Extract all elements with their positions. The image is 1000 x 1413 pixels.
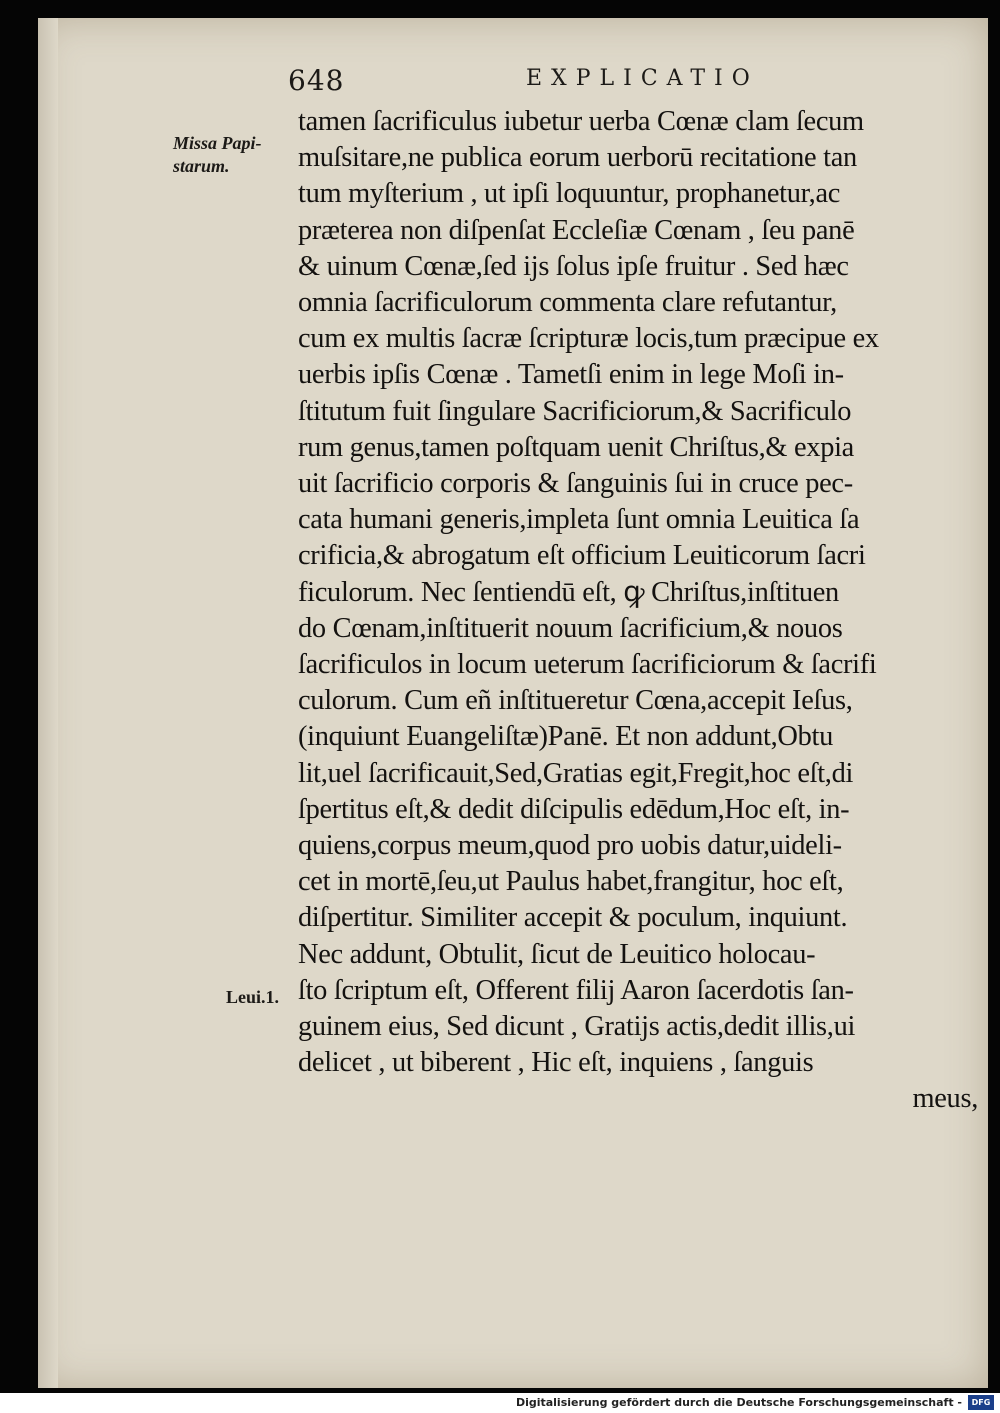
body-text xyxy=(298,104,978,1118)
text-line: delicet , ut biberent , Hic eſt, inquiens , ſanguis xyxy=(298,1047,814,1079)
text-line: omnia ſacrificulorum commenta clare refutantur, xyxy=(298,287,837,319)
text-line: ſto ſcriptum eſt, Offerent filij Aaron ſacerdotis ſan- xyxy=(298,974,854,1006)
text-line: uit ſacrificio corporis & ſanguinis ſui in cruce pec- xyxy=(298,468,853,500)
book-page xyxy=(38,18,988,1388)
text-line: tamen ſacrificulus iubetur uerba Cœnæ clam ſecum xyxy=(298,106,864,137)
text-line: ſpertitus eſt,& dedit diſcipulis edēdum,Hoc eſt, in- xyxy=(298,793,850,825)
text-line: ficulorum. Nec ſentiendū eſt, ꝙ Chriſtus,inſtituen xyxy=(298,576,839,608)
text-line: crificia,& abrogatum eſt officium Leuiticorum ſacri xyxy=(298,540,866,572)
text-line: ſtitutum fuit ſingulare Sacrificiorum,& Sacrificulo xyxy=(298,395,852,427)
text-line: cata humani generis,impleta ſunt omnia Leuitica ſa xyxy=(298,504,860,536)
running-head: EXPLICATIO xyxy=(526,66,759,91)
text-line: lit,uel ſacrificauit,Sed,Gratias egit,Fregit,hoc eſt,di xyxy=(298,757,854,789)
text-line: Nec addunt, Obtulit, ſicut de Leuitico holocau- xyxy=(298,938,816,970)
text-line: cum ex multis ſacræ ſcripturæ locis,tum præcipue ex xyxy=(298,323,879,355)
margin-note-leuiticus: Leui.1. xyxy=(226,987,280,1007)
text-line: rum genus,tamen poſtquam uenit Chriſtus,& expia xyxy=(298,431,854,463)
funding-note: Digitalisierung gefördert durch die Deutsche Forschungsgemeinschaft - xyxy=(515,1396,962,1409)
text-line: ſacrificulos in locum ueterum ſacrificiorum & ſacrifi xyxy=(298,649,877,681)
text-line: do Cœnam,inſtituerit nouum ſacrificium,& nouos xyxy=(298,612,843,644)
text-line: tum myſterium , ut ipſi loquuntur, prophanetur,ac xyxy=(298,178,841,210)
text-line: præterea non diſpenſat Eccleſiæ Cœnam , ſeu panē xyxy=(298,214,855,246)
text-line: quiens,corpus meum,quod pro uobis datur,uideli- xyxy=(298,830,842,862)
text-line: guinem eius, Sed dicunt , Gratijs actis,dedit illis,ui xyxy=(298,1011,856,1043)
text-line: muſsitare,ne publica eorum uerborū recitatione tan xyxy=(298,142,857,174)
text-line: cet in mortē,ſeu,ut Paulus habet,frangitur, hoc eſt, xyxy=(298,866,844,898)
text-line: uerbis ipſis Cœnæ . Tametſi enim in lege Moſi in- xyxy=(298,359,844,391)
page-number: 648 xyxy=(288,64,345,97)
text-line: & uinum Cœnæ,ſed ijs ſolus ipſe fruitur . Sed hæc xyxy=(298,250,849,282)
text-line: diſpertitur. Similiter accepit & poculum, inquiunt. xyxy=(298,902,848,934)
page-spine-shadow xyxy=(38,18,58,1388)
catchword: meus, xyxy=(912,1083,978,1115)
digitization-footer xyxy=(0,1393,1000,1413)
margin-note-missa: Missa Papi- starum. xyxy=(173,133,262,176)
text-line: culorum. Cum eñ inſtitueretur Cœna,accepit Ieſus, xyxy=(298,685,853,717)
text-line: (inquiunt Euangeliſtæ)Panē. Et non addunt,Obtu xyxy=(298,721,834,753)
dfg-logo-icon[interactable]: DFG xyxy=(968,1395,994,1410)
